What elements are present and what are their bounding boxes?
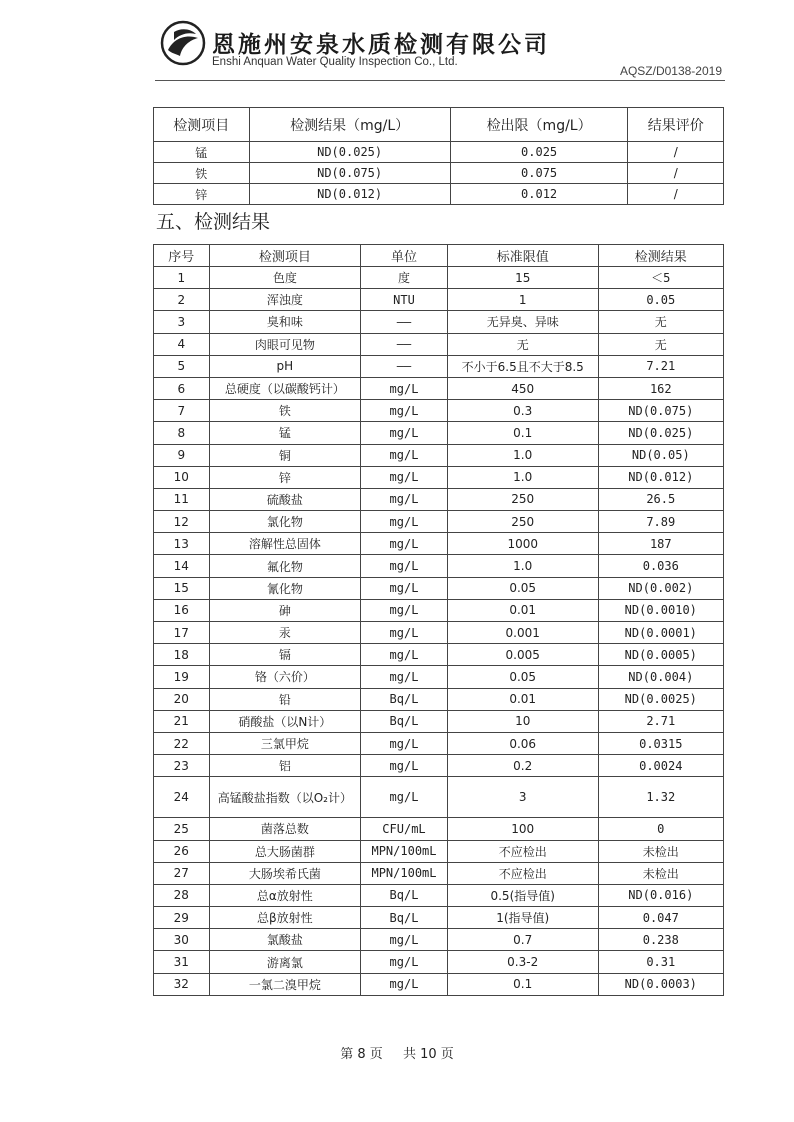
- table-row: [154, 533, 724, 555]
- table-header-cell: 序号: [154, 245, 210, 267]
- table-row: [154, 289, 724, 311]
- table-row: [154, 907, 724, 929]
- table-cell: 硝酸盐（以N计）: [209, 710, 361, 732]
- table-cell: ——: [361, 333, 448, 355]
- table-cell: /: [628, 142, 724, 163]
- table-cell: 无: [598, 311, 723, 333]
- table-row: [154, 951, 724, 973]
- table-cell: 总α放射性: [209, 884, 361, 906]
- table-header-cell: 标准限值: [447, 245, 598, 267]
- table-cell: 氟化物: [209, 555, 361, 577]
- table-cell: 162: [598, 377, 723, 399]
- table-cell: 0.5(指导值): [447, 884, 598, 906]
- table-cell: /: [628, 163, 724, 184]
- table-cell: 锌: [209, 466, 361, 488]
- table-cell: 450: [447, 377, 598, 399]
- table-cell: 无: [447, 333, 598, 355]
- table-cell: 12: [154, 511, 210, 533]
- table-cell: 250: [447, 511, 598, 533]
- table-cell: 26.5: [598, 488, 723, 510]
- table-cell: 氰化物: [209, 577, 361, 599]
- table-cell: mg/L: [361, 755, 448, 777]
- table-cell: 3: [154, 311, 210, 333]
- header-divider: [155, 80, 725, 81]
- table-cell: 无异臭、异味: [447, 311, 598, 333]
- table-cell: 20: [154, 688, 210, 710]
- page-total: 共 10 页: [402, 1047, 454, 1062]
- table-cell: 2: [154, 289, 210, 311]
- table-cell: mg/L: [361, 555, 448, 577]
- table-cell: 游离氯: [209, 951, 361, 973]
- table-cell: 0.0315: [598, 732, 723, 754]
- table-row: [154, 622, 724, 644]
- table-cell: 0.012: [450, 184, 628, 205]
- table-cell: 氯酸盐: [209, 929, 361, 951]
- table-cell: mg/L: [361, 929, 448, 951]
- table-cell: 4: [154, 333, 210, 355]
- table-cell: 17: [154, 622, 210, 644]
- table-row: [154, 422, 724, 444]
- table-cell: 9: [154, 444, 210, 466]
- results-table: [153, 244, 724, 996]
- table-cell: Bq/L: [361, 688, 448, 710]
- table-cell: 1(指导值): [447, 907, 598, 929]
- table-cell: 0: [598, 818, 723, 840]
- table-header-cell: 检测项目: [154, 108, 250, 142]
- table-cell: ND(0.075): [249, 163, 450, 184]
- company-name-en: Enshi Anquan Water Quality Inspection Co., Ltd.: [212, 56, 458, 68]
- table-cell: 锰: [209, 422, 361, 444]
- table-cell: 度: [361, 267, 448, 289]
- table-cell: 0.7: [447, 929, 598, 951]
- table-cell: 5: [154, 355, 210, 377]
- table-row: [154, 710, 724, 732]
- table-cell: 色度: [209, 267, 361, 289]
- table-cell: 0.05: [447, 666, 598, 688]
- table-cell: ND(0.0025): [598, 688, 723, 710]
- table-cell: 19: [154, 666, 210, 688]
- table-row: [154, 311, 724, 333]
- table-cell: 21: [154, 710, 210, 732]
- table-cell: 铝: [209, 755, 361, 777]
- table-cell: 0.31: [598, 951, 723, 973]
- table-cell: mg/L: [361, 466, 448, 488]
- table-cell: pH: [209, 355, 361, 377]
- table-header-cell: 单位: [361, 245, 448, 267]
- table-cell: 15: [154, 577, 210, 599]
- table-cell: mg/L: [361, 777, 448, 818]
- table-cell: 0.036: [598, 555, 723, 577]
- table-cell: 0.3-2: [447, 951, 598, 973]
- table-row: [154, 355, 724, 377]
- table-cell: Bq/L: [361, 884, 448, 906]
- detection-limit-table: [153, 107, 724, 205]
- table-cell: 0.01: [447, 599, 598, 621]
- table-cell: Bq/L: [361, 710, 448, 732]
- table-cell: mg/L: [361, 444, 448, 466]
- table-cell: 1000: [447, 533, 598, 555]
- table-row: [154, 400, 724, 422]
- table-cell: 27: [154, 862, 210, 884]
- table-cell: 7.89: [598, 511, 723, 533]
- table-row: [154, 444, 724, 466]
- table-cell: 28: [154, 884, 210, 906]
- table-row: [154, 599, 724, 621]
- table-cell: MPN/100mL: [361, 840, 448, 862]
- table-cell: ND(0.012): [249, 184, 450, 205]
- table-cell: 0.001: [447, 622, 598, 644]
- table-cell: 7.21: [598, 355, 723, 377]
- table-cell: 29: [154, 907, 210, 929]
- table-cell: 不应检出: [447, 862, 598, 884]
- table-cell: 0.025: [450, 142, 628, 163]
- table-cell: 0.05: [447, 577, 598, 599]
- table-cell: ND(0.05): [598, 444, 723, 466]
- table-cell: 总β放射性: [209, 907, 361, 929]
- table-row: [154, 184, 724, 205]
- table-row: [154, 555, 724, 577]
- table-cell: 30: [154, 929, 210, 951]
- table-cell: ND(0.0003): [598, 973, 723, 995]
- table-row: [154, 688, 724, 710]
- table-row: [154, 488, 724, 510]
- table-header-cell: 检测结果（mg/L）: [249, 108, 450, 142]
- table-cell: mg/L: [361, 577, 448, 599]
- table-cell: 肉眼可见物: [209, 333, 361, 355]
- table-cell: 0.1: [447, 973, 598, 995]
- table-cell: 1: [154, 267, 210, 289]
- table-row: [154, 644, 724, 666]
- table-cell: 2.71: [598, 710, 723, 732]
- table-cell: 0.075: [450, 163, 628, 184]
- table-cell: 不小于6.5且不大于8.5: [447, 355, 598, 377]
- table-row: [154, 577, 724, 599]
- table-cell: mg/L: [361, 951, 448, 973]
- table-cell: 8: [154, 422, 210, 444]
- table-cell: 100: [447, 818, 598, 840]
- table-cell: 11: [154, 488, 210, 510]
- table-row: [154, 755, 724, 777]
- company-name-cn: 恩施州安泉水质检测有限公司: [212, 31, 550, 58]
- table-cell: MPN/100mL: [361, 862, 448, 884]
- table-cell: ——: [361, 311, 448, 333]
- table-cell: ND(0.025): [598, 422, 723, 444]
- table-cell: mg/L: [361, 400, 448, 422]
- table-cell: 总硬度（以碳酸钙计）: [209, 377, 361, 399]
- table-cell: ＜5: [598, 267, 723, 289]
- table-cell: 汞: [209, 622, 361, 644]
- table-row: [154, 929, 724, 951]
- table-row: [154, 777, 724, 818]
- table-cell: 26: [154, 840, 210, 862]
- table-cell: ND(0.002): [598, 577, 723, 599]
- table-cell: mg/L: [361, 973, 448, 995]
- table-cell: 未检出: [598, 840, 723, 862]
- table-cell: 1.0: [447, 466, 598, 488]
- table-cell: 0.005: [447, 644, 598, 666]
- table-cell: 10: [447, 710, 598, 732]
- table-cell: 1.0: [447, 444, 598, 466]
- table-header-cell: 检测项目: [209, 245, 361, 267]
- table-cell: mg/L: [361, 622, 448, 644]
- table-cell: 0.047: [598, 907, 723, 929]
- table-cell: ND(0.012): [598, 466, 723, 488]
- table-cell: 0.06: [447, 732, 598, 754]
- table-cell: 锰: [154, 142, 250, 163]
- table-cell: 浑浊度: [209, 289, 361, 311]
- table-cell: 氯化物: [209, 511, 361, 533]
- table-cell: 3: [447, 777, 598, 818]
- table-cell: ND(0.0001): [598, 622, 723, 644]
- table-cell: 硫酸盐: [209, 488, 361, 510]
- table-row: [154, 840, 724, 862]
- table-cell: 铬（六价）: [209, 666, 361, 688]
- table-cell: 32: [154, 973, 210, 995]
- table-row: [154, 267, 724, 289]
- table-cell: mg/L: [361, 488, 448, 510]
- table-cell: 总大肠菌群: [209, 840, 361, 862]
- table-cell: 高锰酸盐指数（以O₂计）: [209, 777, 361, 818]
- table-cell: 18: [154, 644, 210, 666]
- table-row: [154, 142, 724, 163]
- table-cell: mg/L: [361, 666, 448, 688]
- page-number: 第 8 页: [340, 1047, 383, 1062]
- table-header-cell: 检出限（mg/L）: [450, 108, 628, 142]
- table-cell: 6: [154, 377, 210, 399]
- table-row: [154, 973, 724, 995]
- table-cell: Bq/L: [361, 907, 448, 929]
- table-cell: 镉: [209, 644, 361, 666]
- page-footer: [0, 1043, 794, 1062]
- table-row: [154, 666, 724, 688]
- table-row: [154, 163, 724, 184]
- table-row: [154, 732, 724, 754]
- table-cell: 铅: [209, 688, 361, 710]
- table-cell: 铁: [154, 163, 250, 184]
- table-cell: 0.01: [447, 688, 598, 710]
- table-cell: 23: [154, 755, 210, 777]
- table-row: [154, 466, 724, 488]
- table-cell: 0.3: [447, 400, 598, 422]
- table-cell: 0.05: [598, 289, 723, 311]
- table-cell: ND(0.016): [598, 884, 723, 906]
- table-row: [154, 511, 724, 533]
- table-cell: CFU/mL: [361, 818, 448, 840]
- table-cell: 250: [447, 488, 598, 510]
- table-cell: 溶解性总固体: [209, 533, 361, 555]
- table-cell: 菌落总数: [209, 818, 361, 840]
- table-header-cell: 结果评价: [628, 108, 724, 142]
- table-cell: mg/L: [361, 533, 448, 555]
- table-cell: 1.0: [447, 555, 598, 577]
- table-row: [154, 818, 724, 840]
- table-cell: NTU: [361, 289, 448, 311]
- table-cell: 1: [447, 289, 598, 311]
- section-title: 五、检测结果: [156, 211, 271, 233]
- table-cell: 无: [598, 333, 723, 355]
- table-cell: 0.238: [598, 929, 723, 951]
- table-cell: 三氯甲烷: [209, 732, 361, 754]
- table-cell: 13: [154, 533, 210, 555]
- table-cell: 1.32: [598, 777, 723, 818]
- company-logo-icon: [160, 20, 206, 66]
- table-cell: 0.1: [447, 422, 598, 444]
- table-cell: 16: [154, 599, 210, 621]
- table-cell: 187: [598, 533, 723, 555]
- table-cell: 10: [154, 466, 210, 488]
- table-cell: 锌: [154, 184, 250, 205]
- table-cell: 不应检出: [447, 840, 598, 862]
- table-cell: mg/L: [361, 644, 448, 666]
- table-cell: 24: [154, 777, 210, 818]
- table-cell: 31: [154, 951, 210, 973]
- table-cell: mg/L: [361, 732, 448, 754]
- table-cell: 大肠埃希氏菌: [209, 862, 361, 884]
- table-cell: 7: [154, 400, 210, 422]
- table-cell: 铁: [209, 400, 361, 422]
- table-row: [154, 377, 724, 399]
- table-cell: 砷: [209, 599, 361, 621]
- table-cell: 0.0024: [598, 755, 723, 777]
- table-cell: mg/L: [361, 599, 448, 621]
- table-row: [154, 862, 724, 884]
- table-cell: mg/L: [361, 377, 448, 399]
- table-cell: 15: [447, 267, 598, 289]
- table-cell: 铜: [209, 444, 361, 466]
- table-cell: ND(0.0010): [598, 599, 723, 621]
- document-number: AQSZ/D0138-2019: [619, 64, 722, 78]
- table-cell: 臭和味: [209, 311, 361, 333]
- table-cell: ——: [361, 355, 448, 377]
- table-cell: 未检出: [598, 862, 723, 884]
- table-cell: ND(0.075): [598, 400, 723, 422]
- table-cell: mg/L: [361, 511, 448, 533]
- table-row: [154, 884, 724, 906]
- table-header-cell: 检测结果: [598, 245, 723, 267]
- table-cell: 14: [154, 555, 210, 577]
- table-cell: 一氯二溴甲烷: [209, 973, 361, 995]
- table-cell: ND(0.025): [249, 142, 450, 163]
- table-cell: ND(0.004): [598, 666, 723, 688]
- table-cell: 22: [154, 732, 210, 754]
- table-row: [154, 333, 724, 355]
- table-cell: /: [628, 184, 724, 205]
- table-cell: 25: [154, 818, 210, 840]
- table-cell: 0.2: [447, 755, 598, 777]
- table-cell: ND(0.0005): [598, 644, 723, 666]
- table-cell: mg/L: [361, 422, 448, 444]
